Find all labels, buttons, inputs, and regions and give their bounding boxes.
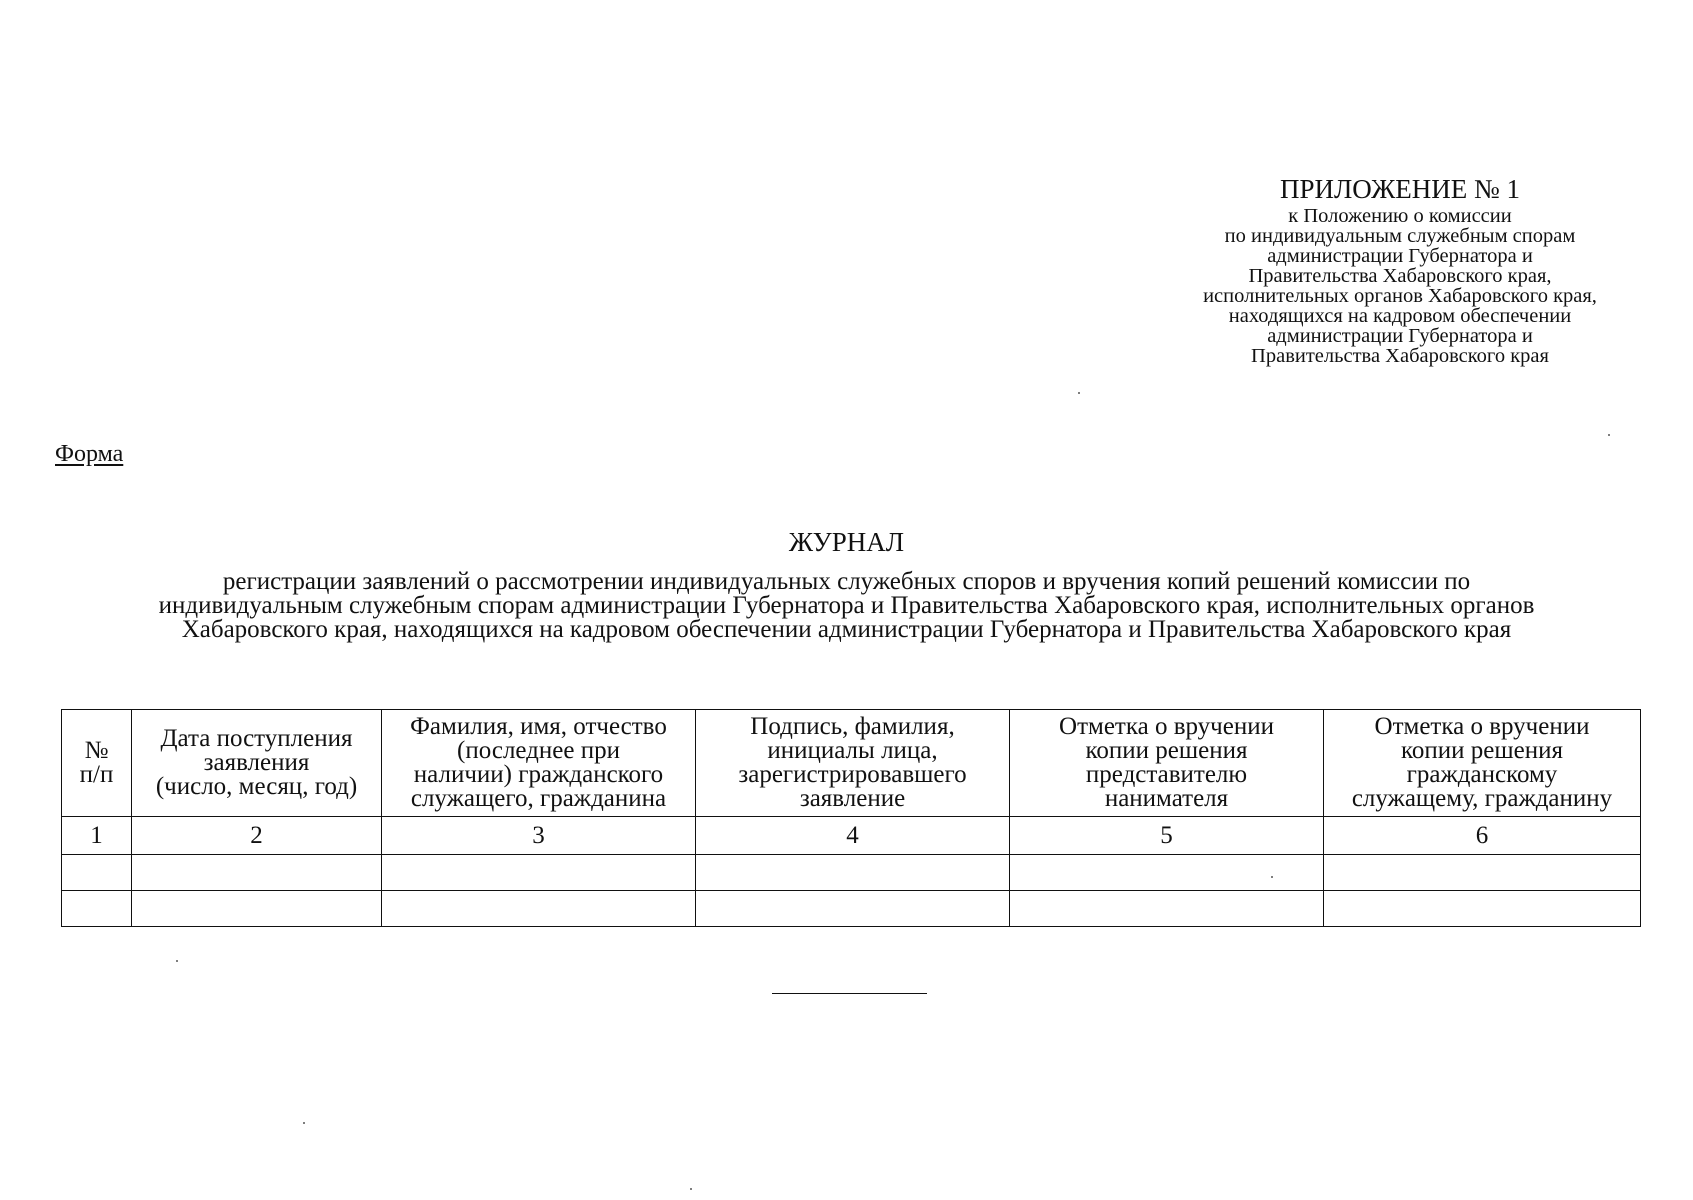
appendix-block: [1160, 174, 1640, 366]
appendix-line: находящихся на кадровом обеспечении: [1228, 305, 1572, 327]
scan-speck: [1271, 876, 1273, 878]
appendix-line: исполнительных органов Хабаровского края,: [1203, 285, 1597, 307]
header-cell-name: Фамилия, имя, отчество (последнее при наличии) гражданского служащего, гражданина: [382, 710, 696, 817]
appendix-line: по индивидуальным служебным спорам: [1224, 225, 1576, 247]
column-number-cell: 3: [382, 817, 696, 855]
table-cell: [382, 891, 696, 927]
table-row: [62, 855, 1641, 891]
table-row-column-numbers: [62, 817, 1641, 855]
appendix-line: Правительства Хабаровского края,: [1248, 265, 1552, 287]
table-header-row: [62, 710, 1641, 817]
table-cell: [62, 891, 132, 927]
closing-rule: [772, 993, 927, 994]
header-cell-employee-delivery: Отметка о вручении копии решения гражданскому служащему, гражданину: [1324, 710, 1641, 817]
column-number-cell: 2: [132, 817, 382, 855]
scan-speck: [690, 1188, 692, 1190]
table-cell: [132, 855, 382, 891]
journal-subtitle-line: Хабаровского края, находящихся на кадровом обеспечении администрации Губернатора и Правительства Хабаровского края: [181, 616, 1512, 643]
appendix-line: администрации Губернатора и: [1267, 245, 1533, 267]
table-cell: [696, 855, 1010, 891]
table-cell: [1324, 891, 1641, 927]
appendix-line: к Положению о комиссии: [1288, 205, 1512, 227]
appendix-line: администрации Губернатора и: [1267, 325, 1533, 347]
column-number-cell: 1: [62, 817, 132, 855]
scan-speck: [1078, 392, 1080, 394]
column-number-cell: 6: [1324, 817, 1641, 855]
header-cell-number: № п/п: [62, 710, 132, 817]
table-row: [62, 891, 1641, 927]
table-cell: [1010, 855, 1324, 891]
column-number-cell: 5: [1010, 817, 1324, 855]
scan-speck: [303, 1122, 305, 1124]
table-cell: [1010, 891, 1324, 927]
table-cell: [1324, 855, 1641, 891]
journal-title: ЖУРНАЛ: [788, 527, 905, 557]
table-cell: [62, 855, 132, 891]
appendix-title: ПРИЛОЖЕНИЕ № 1: [1279, 174, 1521, 204]
journal-subtitle: [50, 570, 1643, 642]
scan-speck: [1608, 434, 1610, 436]
table-cell: [696, 891, 1010, 927]
journal-subtitle-line: регистрации заявлений о рассмотрении индивидуальных служебных споров и вручения копий решений комиссии по: [222, 568, 1471, 595]
journal-subtitle-line: индивидуальным служебным спорам администрации Губернатора и Правительства Хабаровского края, исполнительных органов: [158, 592, 1535, 619]
header-cell-date: Дата поступления заявления (число, месяц, год): [132, 710, 382, 817]
table-cell: [132, 891, 382, 927]
appendix-line: Правительства Хабаровского края: [1251, 345, 1549, 367]
scan-speck: [176, 960, 178, 962]
header-cell-signature: Подпись, фамилия, инициалы лица, зарегистрировавшего заявление: [696, 710, 1010, 817]
column-number-cell: 4: [696, 817, 1010, 855]
journal-table: [61, 709, 1641, 927]
header-cell-employer-delivery: Отметка о вручении копии решения представителю нанимателя: [1010, 710, 1324, 817]
table-cell: [382, 855, 696, 891]
form-label: Форма: [55, 441, 124, 467]
